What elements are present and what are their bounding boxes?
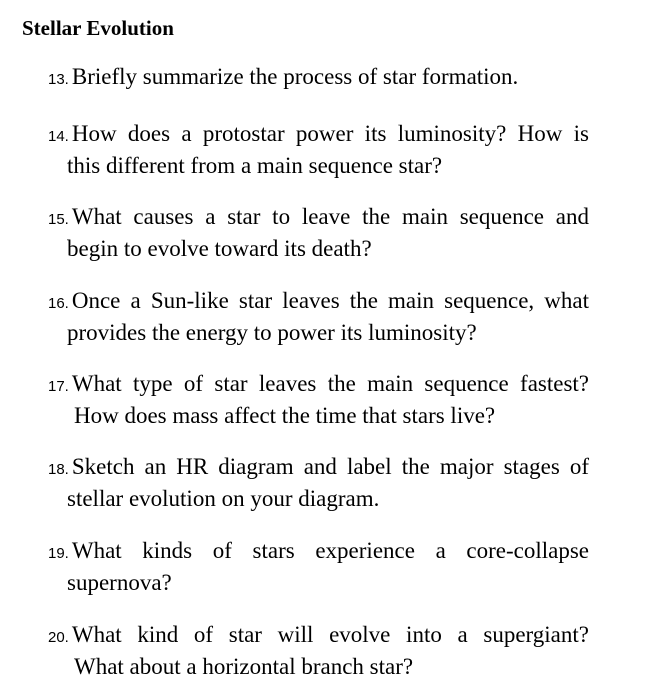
page-title: Stellar Evolution bbox=[22, 16, 174, 40]
question-20-line-1 bbox=[48, 620, 589, 652]
question-text: What causes a star to leave the main sequence and bbox=[71, 204, 589, 229]
question-14-line-1 bbox=[48, 119, 589, 151]
question-19-line-1 bbox=[48, 536, 589, 568]
question-15-line-1 bbox=[48, 202, 589, 234]
question-19-line-2: supernova? bbox=[67, 570, 172, 595]
question-text: What type of star leaves the main sequence fastest? bbox=[71, 371, 589, 396]
question-text: Briefly summarize the process of star formation. bbox=[71, 64, 519, 89]
question-18 bbox=[48, 452, 589, 513]
question-18-line-1 bbox=[48, 452, 589, 484]
question-number: 19. bbox=[48, 545, 69, 562]
question-16-line-2: provides the energy to power its luminosity? bbox=[67, 320, 477, 345]
question-number: 18. bbox=[48, 461, 69, 478]
question-16 bbox=[48, 286, 589, 347]
question-14 bbox=[48, 119, 589, 180]
question-17 bbox=[48, 369, 589, 430]
question-17-line-1 bbox=[48, 369, 589, 401]
question-number: 17. bbox=[48, 378, 69, 395]
question-17-line-2: How does mass affect the time that stars live? bbox=[74, 403, 496, 428]
question-16-line-1 bbox=[48, 286, 589, 318]
question-14-line-2: this different from a main sequence star? bbox=[67, 153, 443, 178]
question-number: 13. bbox=[48, 71, 69, 88]
question-number: 16. bbox=[48, 295, 69, 312]
question-18-line-2: stellar evolution on your diagram. bbox=[67, 486, 380, 511]
question-text: Sketch an HR diagram and label the major stages of bbox=[71, 454, 589, 479]
question-text: What kinds of stars experience a core-collapse bbox=[71, 538, 589, 563]
question-text: How does a protostar power its luminosity? How is bbox=[71, 121, 589, 146]
question-number: 15. bbox=[48, 211, 69, 228]
question-number: 14. bbox=[48, 128, 69, 145]
question-text: What kind of star will evolve into a supergiant? bbox=[71, 622, 589, 647]
question-13-line-1 bbox=[48, 62, 589, 94]
question-20-line-2: What about a horizontal branch star? bbox=[74, 654, 414, 679]
question-15 bbox=[48, 202, 589, 263]
question-text: Once a Sun-like star leaves the main sequence, what bbox=[71, 288, 589, 313]
question-20 bbox=[48, 620, 589, 681]
question-13 bbox=[48, 62, 589, 94]
question-19 bbox=[48, 536, 589, 597]
question-number: 20. bbox=[48, 629, 69, 646]
question-15-line-2: begin to evolve toward its death? bbox=[67, 236, 372, 261]
